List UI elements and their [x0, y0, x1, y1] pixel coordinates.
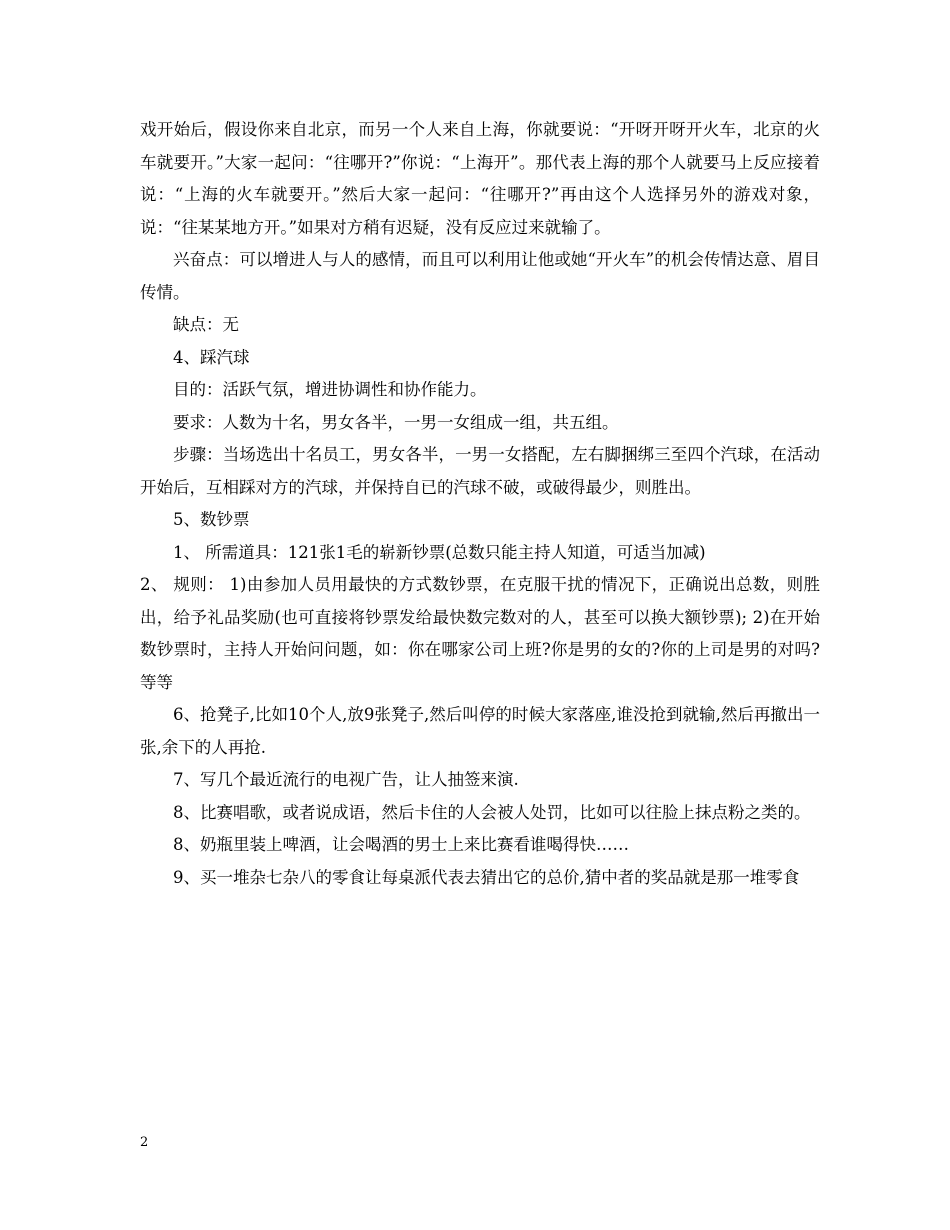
- paragraph-props: 1、 所需道具：121张1毛的崭新钞票(总数只能主持人知道，可适当加减): [173, 542, 706, 562]
- paragraph-game-rules: 戏开始后，假设你来自北京，而另一个人来自上海，你就要说：“开呀开呀开火车，北京的火车就要开。”大家一起问：“往哪开?”你说：“上海开”。那代表上海的那个人就要马上反应接着说：“上海的火车就要开。”然后大家一起问：“往哪开?”再由这个人选择另外的游戏对象，说：“往某某地方开。”如果对方稍有迟疑，没有反应过来就输了。: [140, 120, 820, 237]
- paragraph-singing: 8、比赛唱歌，或者说成语，然后卡住的人会被人处罚，比如可以往脸上抹点粉之类的。: [173, 802, 811, 822]
- paragraph-highlight: 兴奋点：可以增进人与人的感情，而且可以利用让他或她“开火车”的机会传情达意、眉目传情。: [140, 250, 820, 302]
- paragraph-beer-bottle: 8、奶瓶里装上啤酒，让会喝酒的男士上来比赛看谁喝得快……: [173, 835, 629, 854]
- paragraph-steps: 步骤：当场选出十名员工，男女各半，一男一女搭配，左右脚捆绑三至四个汽球，在活动开始后，互相踩对方的汽球，并保持自已的汽球不破，或破得最少，则胜出。: [140, 445, 820, 497]
- paragraph-purpose: 目的：活跃气氛，增进协调性和协作能力。: [173, 380, 487, 399]
- document-body: [140, 114, 820, 894]
- paragraph-musical-chairs: 6、抢凳子,比如10个人,放9张凳子,然后叫停的时候大家落座,谁没抢到就输,然后再撤出一张,余下的人再抢.: [140, 705, 820, 757]
- section-heading-count-money: 5、数钞票: [173, 510, 250, 529]
- page-number: 2: [140, 1135, 149, 1150]
- paragraph-drawback: 缺点：无: [173, 315, 239, 334]
- paragraph-snack-guess: 9、买一堆杂七杂八的零食让每桌派代表去猜出它的总价,猜中者的奖品就是那一堆零食: [173, 867, 800, 887]
- paragraph-tv-ads: 7、写几个最近流行的电视广告，让人抽签来演.: [173, 770, 519, 789]
- section-heading-balloon: 4、踩汽球: [173, 347, 250, 367]
- paragraph-rules: 2、 规则： 1)由参加人员用最快的方式数钞票，在克服干扰的情况下，正确说出总数，则胜出，给予礼品奖励(也可直接将钞票发给最快数完数对的人，甚至可以换大额钞票); 2)在开始数钞票时，主持人开始问问题，如：你在哪家公司上班?你是男的女的?你的上司是男的对吗?等等: [140, 575, 820, 692]
- paragraph-requirements: 要求：人数为十名，男女各半，一男一女组成一组，共五组。: [173, 412, 619, 432]
